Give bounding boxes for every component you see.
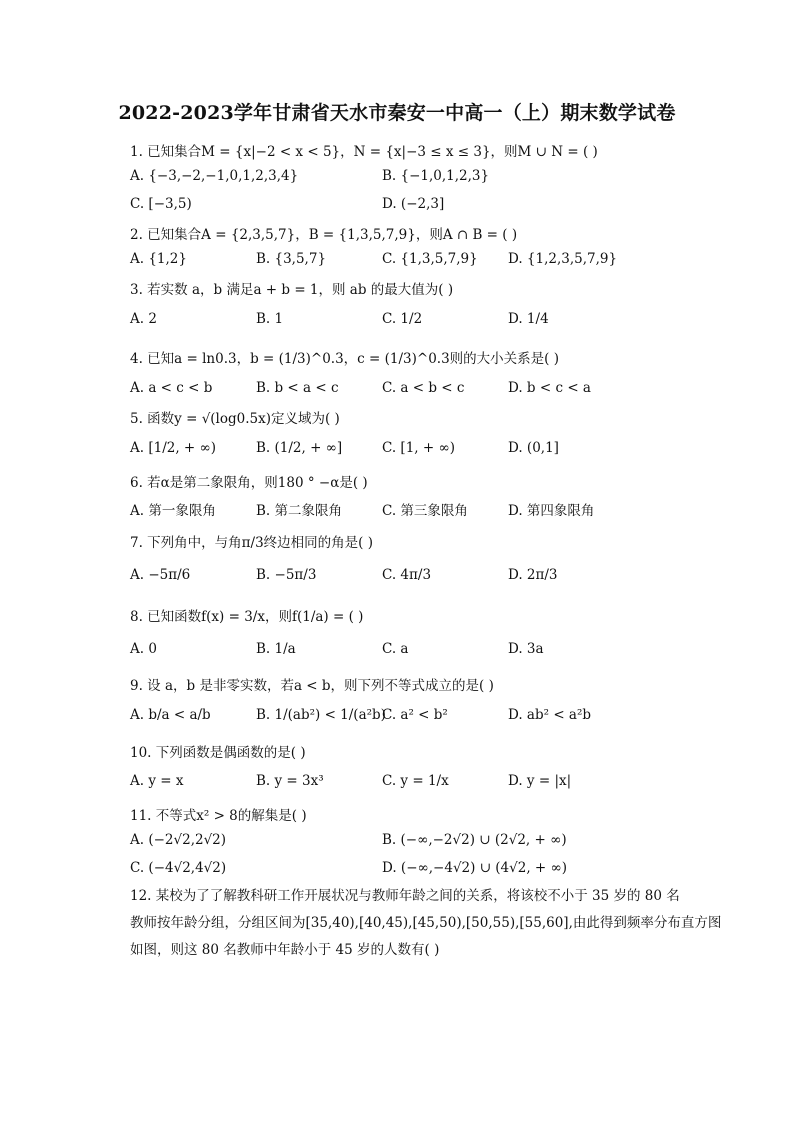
question-8-option-a: A. 0 — [130, 641, 157, 657]
question-1-option-c: C. [−3,5) — [130, 196, 192, 212]
question-10-option-c: C. y = 1/x — [382, 773, 449, 789]
question-4-stem: 4. 已知a = ln0.3，b = (1/3)^0.3，c = (1/3)^0.3则的大小关系是( ) — [130, 351, 559, 367]
question-3-option-d: D. 1/4 — [508, 311, 549, 327]
question-9-option-a: A. b/a < a/b — [130, 707, 211, 723]
question-10-option-b: B. y = 3x³ — [256, 773, 324, 789]
question-1-stem: 1. 已知集合M = {x|−2 < x < 5}，N = {x|−3 ≤ x ≤ 3}，则M ∪ N = ( ) — [130, 144, 598, 160]
question-6-options — [130, 499, 690, 519]
question-4-option-b: B. b < a < c — [256, 380, 339, 396]
question-10-option-a: A. y = x — [130, 773, 184, 789]
question-9-stem: 9. 设 a，b 是非零实数，若a < b，则下列不等式成立的是( ) — [130, 678, 494, 694]
question-11-option-b: B. (−∞,−2√2) ∪ (2√2, + ∞) — [382, 832, 567, 848]
question-9-option-c: C. a² < b² — [382, 707, 448, 723]
question-1-option-d: D. (−2,3] — [382, 196, 445, 212]
question-9-option-b: B. 1/(ab²) < 1/(a²b) — [256, 707, 386, 723]
question-11-option-a: A. (−2√2,2√2) — [130, 832, 227, 848]
question-4-options — [130, 380, 690, 400]
question-2-option-c: C. {1,3,5,7,9} — [382, 251, 478, 267]
question-7-options — [130, 567, 690, 587]
question-6-option-a: A. 第一象限角 — [130, 503, 216, 519]
question-2-option-b: B. {3,5,7} — [256, 251, 327, 267]
question-2-stem: 2. 已知集合A = {2,3,5,7}，B = {1,3,5,7,9}，则A ∩ B = ( ) — [130, 227, 518, 243]
question-10-option-d: D. y = |x| — [508, 773, 572, 789]
question-4-option-a: A. a < c < b — [130, 380, 213, 396]
question-7-stem: 7. 下列角中，与角π/3终边相同的角是( ) — [130, 535, 374, 551]
question-12-line-1: 12. 某校为了了解教科研工作开展状况与教师年龄之间的关系，将该校不小于 35 岁的 80 名 — [130, 888, 680, 904]
question-3-stem: 3. 若实数 a，b 满足a + b = 1，则 ab 的最大值为( ) — [130, 282, 454, 298]
question-4-option-d: D. b < c < a — [508, 380, 591, 396]
question-11-options — [130, 832, 690, 852]
question-3-options — [130, 311, 690, 331]
question-2-option-a: A. {1,2} — [130, 251, 187, 267]
question-12-line-3: 如图，则这 80 名教师中年龄小于 45 岁的人数有( ) — [130, 942, 440, 958]
question-1-option-a: A. {−3,−2,−1,0,1,2,3,4} — [130, 168, 299, 184]
question-8-stem: 8. 已知函数f(x) = 3/x，则f(1/a) = ( ) — [130, 609, 364, 625]
question-7-option-b: B. −5π/3 — [256, 567, 317, 583]
question-11-option-d: D. (−∞,−4√2) ∪ (4√2, + ∞) — [382, 860, 568, 876]
question-6-option-d: D. 第四象限角 — [508, 503, 595, 519]
question-8-option-c: C. a — [382, 641, 409, 657]
question-6-option-c: C. 第三象限角 — [382, 503, 468, 519]
question-11-option-c: C. (−4√2,4√2) — [130, 860, 227, 876]
question-7-option-d: D. 2π/3 — [508, 567, 558, 583]
question-7-option-c: C. 4π/3 — [382, 567, 432, 583]
question-8-options — [130, 641, 690, 661]
question-11-stem: 11. 不等式x² > 8的解集是( ) — [130, 808, 307, 824]
question-1-options-row2 — [130, 196, 690, 216]
question-12-line-2: 教师按年龄分组，分组区间为[35,40),[40,45),[45,50),[50,55),[55,60],由此得到频率分布直方图 — [130, 915, 722, 931]
question-9-options — [130, 707, 690, 727]
question-5-option-d: D. (0,1] — [508, 440, 559, 456]
question-8-option-d: D. 3a — [508, 641, 544, 657]
question-3-option-b: B. 1 — [256, 311, 284, 327]
question-11-options-row2 — [130, 860, 690, 880]
question-8-option-b: B. 1/a — [256, 641, 296, 657]
question-5-stem: 5. 函数y = √(log0.5x)定义域为( ) — [130, 411, 340, 427]
question-10-options — [130, 773, 690, 793]
question-12-stem — [130, 883, 722, 964]
exam-title: 2022-2023学年甘肃省天水市秦安一中高一（上）期末数学试卷 — [118, 102, 676, 124]
question-6-option-b: B. 第二象限角 — [256, 503, 343, 519]
question-6-stem: 6. 若α是第二象限角，则180 ° −α是( ) — [130, 475, 368, 491]
question-5-option-a: A. [1/2, + ∞) — [130, 440, 217, 456]
question-2-options — [130, 251, 690, 271]
question-2-option-d: D. {1,2,3,5,7,9} — [508, 251, 618, 267]
question-5-option-c: C. [1, + ∞) — [382, 440, 455, 456]
question-7-option-a: A. −5π/6 — [130, 567, 191, 583]
question-9-option-d: D. ab² < a²b — [508, 707, 592, 723]
question-5-option-b: B. (1/2, + ∞] — [256, 440, 343, 456]
question-1-option-b: B. {−1,0,1,2,3} — [382, 168, 490, 184]
question-3-option-a: A. 2 — [130, 311, 157, 327]
question-4-option-c: C. a < b < c — [382, 380, 465, 396]
question-10-stem: 10. 下列函数是偶函数的是( ) — [130, 745, 306, 761]
question-3-option-c: C. 1/2 — [382, 311, 423, 327]
question-1-options — [130, 168, 690, 188]
question-5-options — [130, 440, 690, 460]
